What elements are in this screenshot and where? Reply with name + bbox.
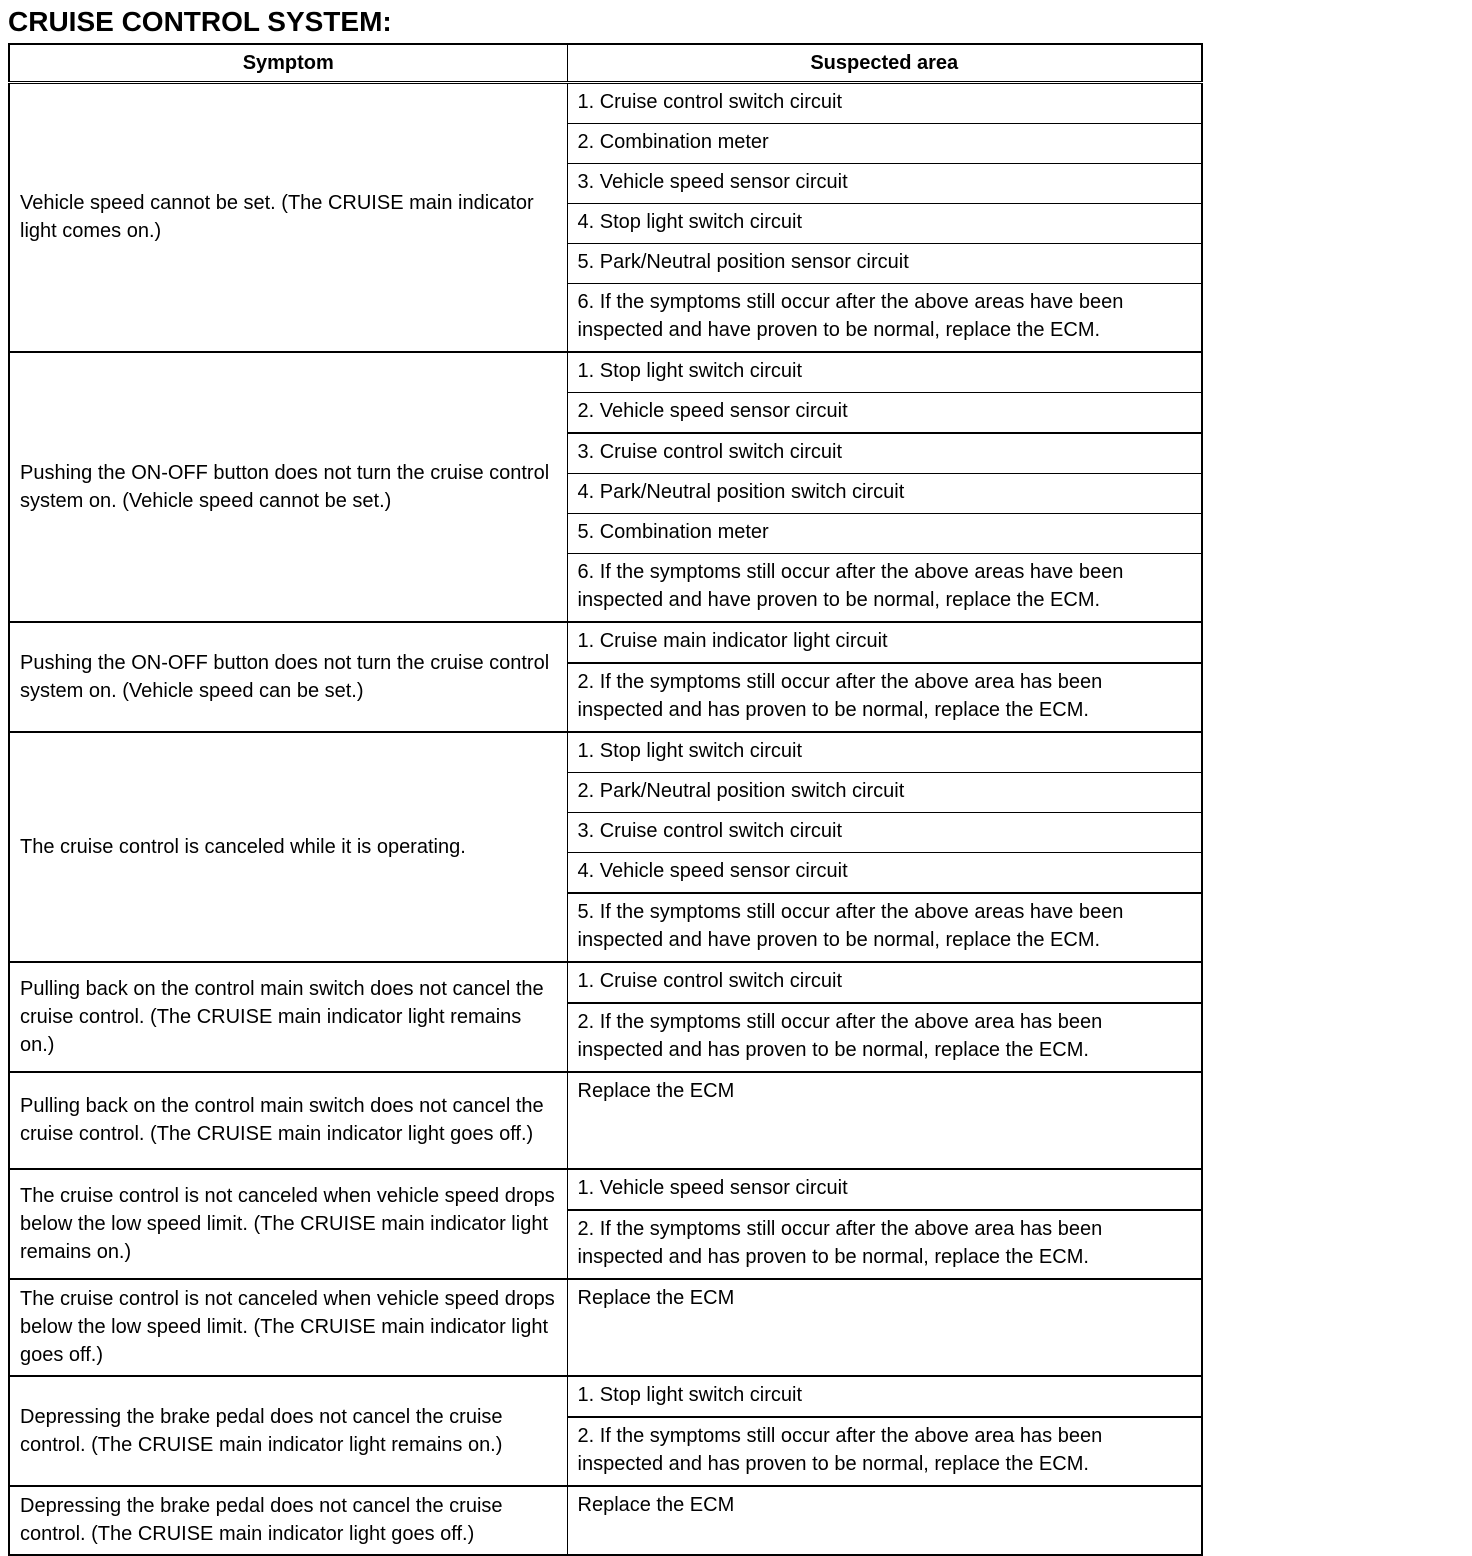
suspected-area-cell: 5. If the symptoms still occur after the above areas have been inspected and have proven to be normal, replace the ECM.: [567, 893, 1202, 962]
suspected-area-cell: 2. Park/Neutral position switch circuit: [567, 773, 1202, 813]
suspected-area-cell: Replace the ECM: [567, 1072, 1202, 1169]
suspected-area-cell: 1. Cruise control switch circuit: [567, 962, 1202, 1003]
suspected-area-cell: 1. Stop light switch circuit: [567, 732, 1202, 773]
suspected-area-cell: 1. Stop light switch circuit: [567, 1376, 1202, 1417]
table-row: [9, 962, 1202, 1003]
suspected-area-cell: 5. Park/Neutral position sensor circuit: [567, 244, 1202, 284]
suspected-area-cell: 1. Stop light switch circuit: [567, 352, 1202, 393]
suspected-area-cell: 2. Vehicle speed sensor circuit: [567, 393, 1202, 434]
suspected-area-cell: 1. Vehicle speed sensor circuit: [567, 1169, 1202, 1210]
table-header-row: [9, 44, 1202, 83]
table-row: [9, 1486, 1202, 1555]
table-row: [9, 732, 1202, 773]
table-row: [9, 352, 1202, 393]
suspected-area-cell: 2. If the symptoms still occur after the above area has been inspected and has proven to be normal, replace the ECM.: [567, 1210, 1202, 1279]
symptom-cell: Pulling back on the control main switch does not cancel the cruise control. (The CRUISE main indicator light goes off.): [9, 1072, 567, 1169]
suspected-area-cell: 4. Vehicle speed sensor circuit: [567, 853, 1202, 894]
suspected-area-cell: 1. Cruise main indicator light circuit: [567, 622, 1202, 663]
table-row: [9, 1169, 1202, 1210]
table-row: [9, 1376, 1202, 1417]
symptom-cell: Pushing the ON-OFF button does not turn the cruise control system on. (Vehicle speed cannot be set.): [9, 352, 567, 622]
table-row: [9, 1279, 1202, 1376]
troubleshooting-table: [8, 43, 1203, 1556]
symptom-cell: The cruise control is not canceled when vehicle speed drops below the low speed limit. (The CRUISE main indicator light goes off.): [9, 1279, 567, 1376]
suspected-area-cell: 3. Cruise control switch circuit: [567, 813, 1202, 853]
suspected-area-cell: Replace the ECM: [567, 1279, 1202, 1376]
suspected-area-cell: 4. Park/Neutral position switch circuit: [567, 474, 1202, 514]
symptom-column-header: Symptom: [9, 44, 567, 83]
suspected-area-cell: 4. Stop light switch circuit: [567, 204, 1202, 244]
table-row: [9, 622, 1202, 663]
suspected-area-cell: 6. If the symptoms still occur after the above areas have been inspected and have proven to be normal, replace the ECM.: [567, 554, 1202, 623]
symptom-cell: The cruise control is canceled while it is operating.: [9, 732, 567, 962]
suspected-area-cell: 2. If the symptoms still occur after the above area has been inspected and has proven to be normal, replace the ECM.: [567, 663, 1202, 732]
suspected-area-cell: Replace the ECM: [567, 1486, 1202, 1555]
suspected-area-cell: 2. If the symptoms still occur after the above area has been inspected and has proven to be normal, replace the ECM.: [567, 1003, 1202, 1072]
suspected-area-column-header: Suspected area: [567, 44, 1202, 83]
suspected-area-cell: 3. Vehicle speed sensor circuit: [567, 164, 1202, 204]
suspected-area-cell: 6. If the symptoms still occur after the above areas have been inspected and have proven to be normal, replace the ECM.: [567, 284, 1202, 353]
table-row: [9, 1072, 1202, 1169]
suspected-area-cell: 2. If the symptoms still occur after the above area has been inspected and has proven to be normal, replace the ECM.: [567, 1417, 1202, 1486]
symptom-cell: Depressing the brake pedal does not cancel the cruise control. (The CRUISE main indicator light remains on.): [9, 1376, 567, 1486]
suspected-area-cell: 2. Combination meter: [567, 124, 1202, 164]
page-title: CRUISE CONTROL SYSTEM:: [8, 6, 392, 37]
suspected-area-cell: 3. Cruise control switch circuit: [567, 433, 1202, 474]
suspected-area-cell: 1. Cruise control switch circuit: [567, 83, 1202, 124]
symptom-cell: Pushing the ON-OFF button does not turn the cruise control system on. (Vehicle speed can be set.): [9, 622, 567, 732]
symptom-cell: Pulling back on the control main switch does not cancel the cruise control. (The CRUISE main indicator light remains on.): [9, 962, 567, 1072]
suspected-area-cell: 5. Combination meter: [567, 514, 1202, 554]
table-row: [9, 83, 1202, 124]
symptom-cell: The cruise control is not canceled when vehicle speed drops below the low speed limit. (The CRUISE main indicator light remains on.): [9, 1169, 567, 1279]
symptom-cell: Vehicle speed cannot be set. (The CRUISE main indicator light comes on.): [9, 83, 567, 353]
symptom-cell: Depressing the brake pedal does not cancel the cruise control. (The CRUISE main indicator light goes off.): [9, 1486, 567, 1555]
